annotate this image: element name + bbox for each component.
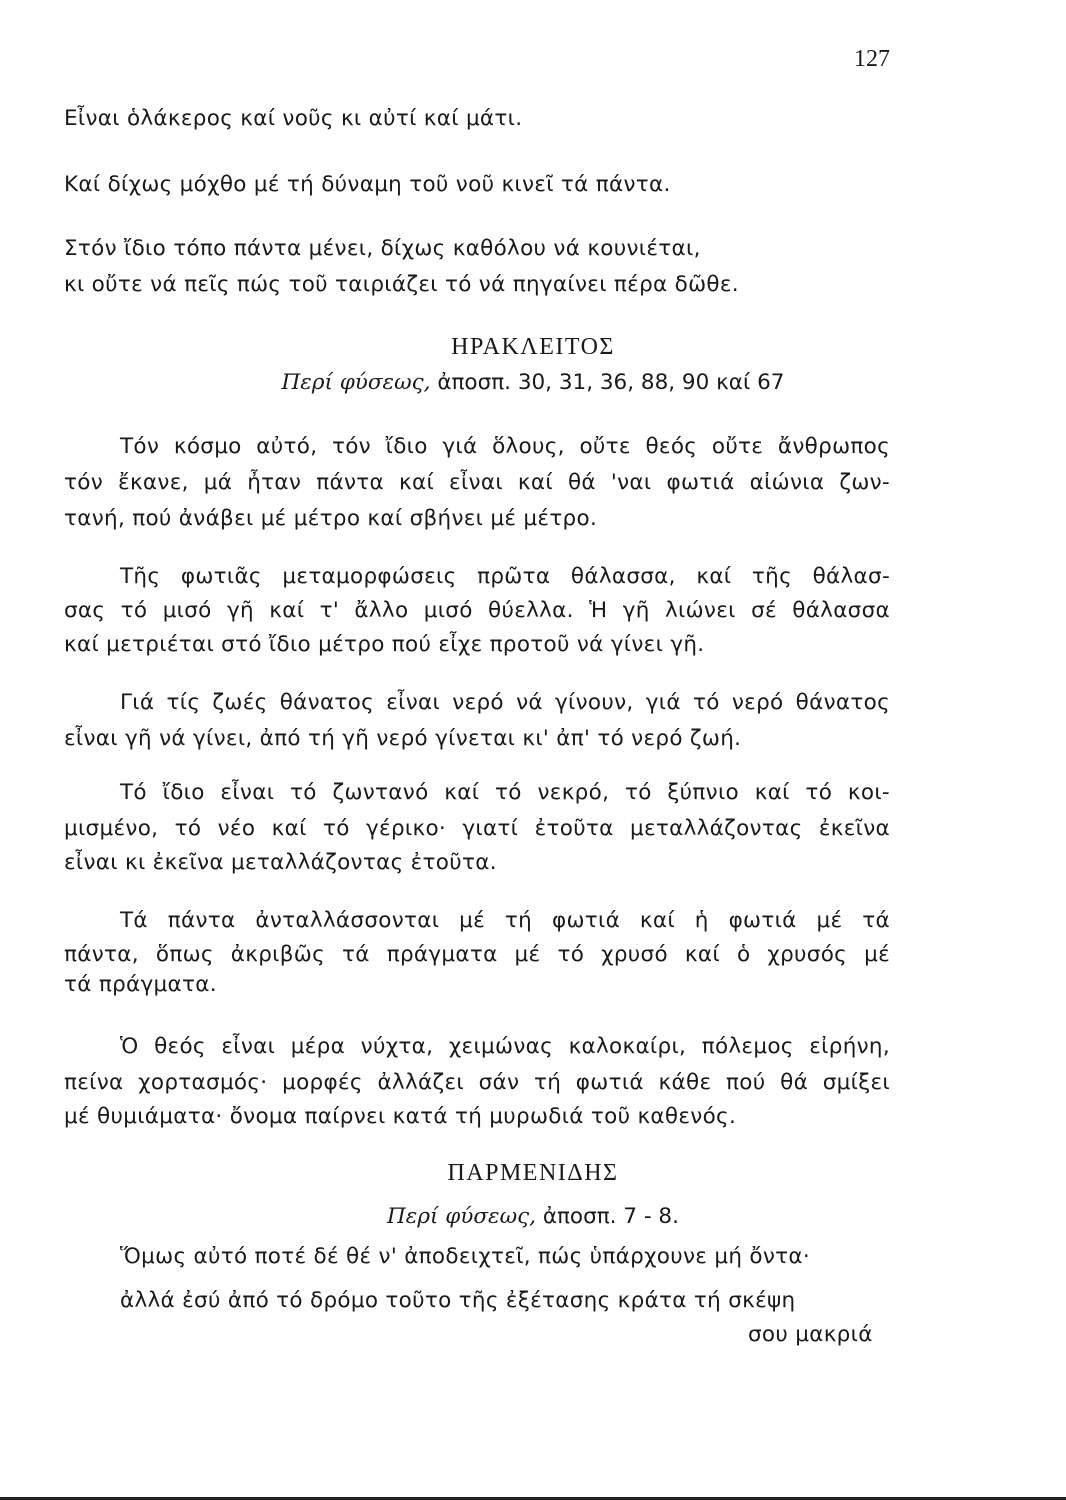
verse-line: Εἶναι ὁλάκερος καί νοῦς κι αὐτί καί μάτι. bbox=[64, 106, 523, 131]
source-citation-heraclitus bbox=[0, 370, 1066, 395]
paragraph-line: Γιά τίς ζωές θάνατος εἶναι νερό νά γίνουν, γιά τό νερό θάνατος bbox=[120, 690, 890, 715]
paragraph-line: Τῆς φωτιᾶς μεταμορφώσεις πρῶτα θάλασσα, καί τῆς θάλασ- bbox=[120, 564, 890, 589]
paragraph-line: τά πράγματα. bbox=[64, 972, 217, 997]
paragraph-line: Ὁ θεός εἶναι μέρα νύχτα, χειμώνας καλοκαίρι, πόλεμος εἰρήνη, bbox=[120, 1034, 890, 1059]
verse-line: ἀλλά ἐσύ ἀπό τό δρόμο τοῦτο τῆς ἐξέτασης κράτα τή σκέψη bbox=[120, 1288, 796, 1313]
paragraph-line: τανή, πού ἀνάβει μέ μέτρο καί σβήνει μέ μέτρο. bbox=[64, 506, 598, 531]
paragraph-line: σας τό μισό γῆ καί τ' ἄλλο μισό θύελλα. Ἡ γῆ λιώνει σέ θάλασσα bbox=[64, 598, 890, 623]
paragraph-line: Τό ἴδιο εἶναι τό ζωντανό καί τό νεκρό, τό ξύπνιο καί τό κοι- bbox=[120, 780, 890, 805]
verse-line: σου μακριά bbox=[748, 1322, 873, 1347]
paragraph-line: τόν ἔκανε, μά ἦταν πάντα καί εἶναι καί θά 'ναι φωτιά αἰώνια ζων- bbox=[64, 470, 890, 495]
verse-line: κι οὔτε νά πεῖς πώς τοῦ ταιριάζει τό νά πηγαίνει πέρα δῶθε. bbox=[64, 272, 739, 297]
paragraph-line: Τόν κόσμο αὐτό, τόν ἴδιο γιά ὅλους, οὔτε θεός οὔτε ἄνθρωπος bbox=[120, 434, 890, 459]
verse-line: Καί δίχως μόχθο μέ τή δύναμη τοῦ νοῦ κινεῖ τά πάντα. bbox=[64, 172, 671, 197]
paragraph-line: καί μετριέται στό ἴδιο μέτρο πού εἶχε προτοῦ νά γίνει γῆ. bbox=[64, 632, 705, 657]
paragraph-line: πάντα, ὅπως ἀκριβῶς τά πράγματα μέ τό χρυσό καί ὁ χρυσός μέ bbox=[64, 942, 890, 967]
source-citation-parmenides bbox=[0, 1204, 1066, 1229]
page-number: 127 bbox=[854, 46, 890, 72]
source-fragments: ἀποσπ. 30, 31, 36, 88, 90 καί 67 bbox=[430, 370, 785, 395]
section-heading-heraclitus: ΗΡΑΚΛΕΙΤΟΣ bbox=[451, 334, 615, 360]
source-fragments: ἀποσπ. 7 - 8. bbox=[535, 1204, 679, 1229]
section-heading-parmenides: ΠΑΡΜΕΝΙΔΗΣ bbox=[447, 1160, 619, 1186]
source-title: Περί φύσεως, bbox=[387, 1204, 536, 1229]
verse-line: Ὅμως αὐτό ποτέ δέ θέ ν' ἀποδειχτεῖ, πώς ὑπάρχουνε μή ὄντα· bbox=[120, 1244, 810, 1269]
paragraph-line: μισμένο, τό νέο καί τό γέρικο· γιατί ἐτοῦτα μεταλλάζοντας ἐκεῖνα bbox=[64, 816, 890, 841]
verse-line: Στόν ἴδιο τόπο πάντα μένει, δίχως καθόλου νά κουνιέται, bbox=[64, 236, 701, 261]
source-title: Περί φύσεως, bbox=[281, 370, 431, 395]
paragraph-line: πείνα χορτασμός· μορφές ἀλλάζει σάν τή φωτιά κάθε πού θά σμίξει bbox=[64, 1070, 890, 1095]
paragraph-line: εἶναι κι ἐκεῖνα μεταλλάζοντας ἐτοῦτα. bbox=[64, 850, 497, 875]
paragraph-line: εἶναι γῆ νά γίνει, ἀπό τή γῆ νερό γίνεται κι' ἀπ' τό νερό ζωή. bbox=[64, 726, 742, 751]
paragraph-line: μέ θυμιάματα· ὄνομα παίρνει κατά τή μυρωδιά τοῦ καθενός. bbox=[64, 1104, 737, 1129]
paragraph-line: Τά πάντα ἀνταλλάσσονται μέ τή φωτιά καί ἡ φωτιά μέ τά bbox=[120, 908, 890, 933]
